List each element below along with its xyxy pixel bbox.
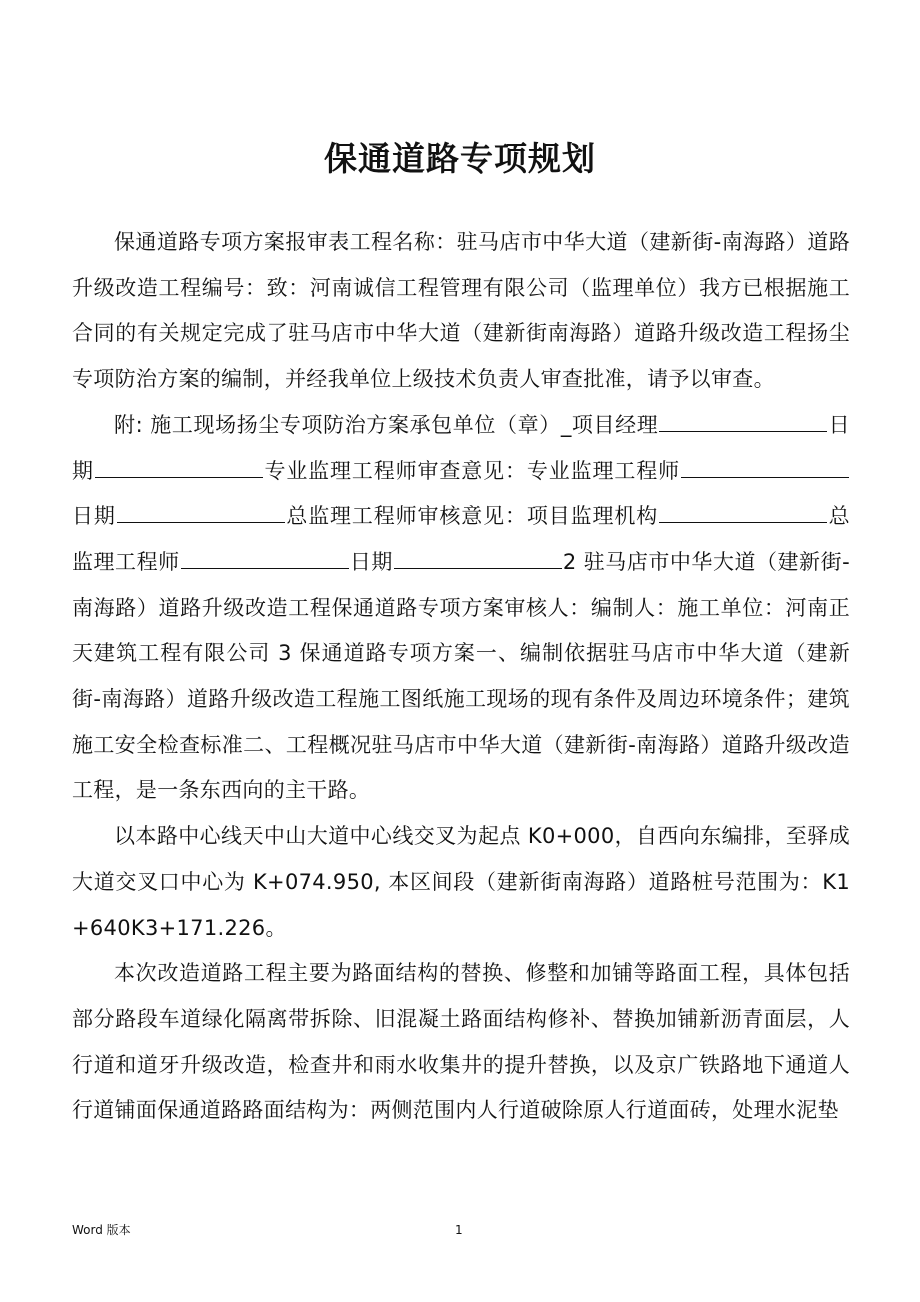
attachment-text-3: 专业监理工程师审查意见：专业监理工程师 xyxy=(263,458,680,483)
signature-blank xyxy=(95,454,263,477)
attachment-text-7: 日期 xyxy=(349,549,393,574)
footer-version-label: Word 版本 xyxy=(72,1223,131,1237)
paragraph-intro: 保通道路专项方案报审表工程名称：驻马店市中华大道（建新街-南海路）道路升级改造工程编号：致：河南诚信工程管理有限公司（监理单位）我方已根据施工合同的有关规定完成了驻马店市中华大道（建新街南海路）道路升级改造工程扬尘专项防治方案的编制，并经我单位上级技术负责人审查批准，请予以审查。 xyxy=(72,230,850,392)
attachment-text-8: 2 驻马店市中华大道（建新街-南海路）道路升级改造工程保通道路专项方案审核人：编制人：施工单位：河南正天建筑工程有限公司 3 保通道路专项方案一、编制依据驻马店市中华大道（建新街-南海路）道路升级改造工程施工图纸施工现场的现有条件及周边环境条件；建筑施工安全检查标准二、工程概况驻马店市中华大道（建新街-南海路）道路升级改造工程，是一条东西向的主干路。 xyxy=(72,549,850,803)
paragraph-attachment xyxy=(72,403,850,814)
signature-blank xyxy=(659,500,827,523)
page-number: 1 xyxy=(455,1223,463,1237)
signature-blank xyxy=(394,546,562,569)
signature-blank xyxy=(681,454,849,477)
attachment-text-1: 附: 施工现场扬尘专项防治方案承包单位（章）_项目经理 xyxy=(114,412,659,437)
document-body xyxy=(72,220,850,1134)
paragraph-stakes: 以本路中心线天中山大道中心线交叉为起点 K0+000，自西向东编排，至驿成大道交叉口中心为 K+074.950, 本区间段（建新街南海路）道路桩号范围为：K1+640K3+171.226。 xyxy=(72,824,850,940)
attachment-text-5: 总监理工程师审核意见：项目监理机构 xyxy=(285,504,659,529)
signature-blank xyxy=(117,500,285,523)
attachment-text-6: 总监理工程师 xyxy=(72,504,850,574)
signature-blank xyxy=(181,546,349,569)
signature-blank xyxy=(659,409,827,432)
attachment-text-4: 日期 xyxy=(72,504,116,529)
attachment-text-2: 日期 xyxy=(72,412,850,483)
paragraph-scope: 本次改造道路工程主要为路面结构的替换、修整和加铺等路面工程，具体包括部分路段车道绿化隔离带拆除、旧混凝土路面结构修补、替换加铺新沥青面层，人行道和道牙升级改造，检查井和雨水收集井的提升替换，以及京广铁路地下通道人行道铺面保通道路路面结构为：两侧范围内人行道破除原人行道面砖，处理水泥垫 xyxy=(72,961,850,1123)
page-title: 保通道路专项规划 xyxy=(324,139,596,178)
